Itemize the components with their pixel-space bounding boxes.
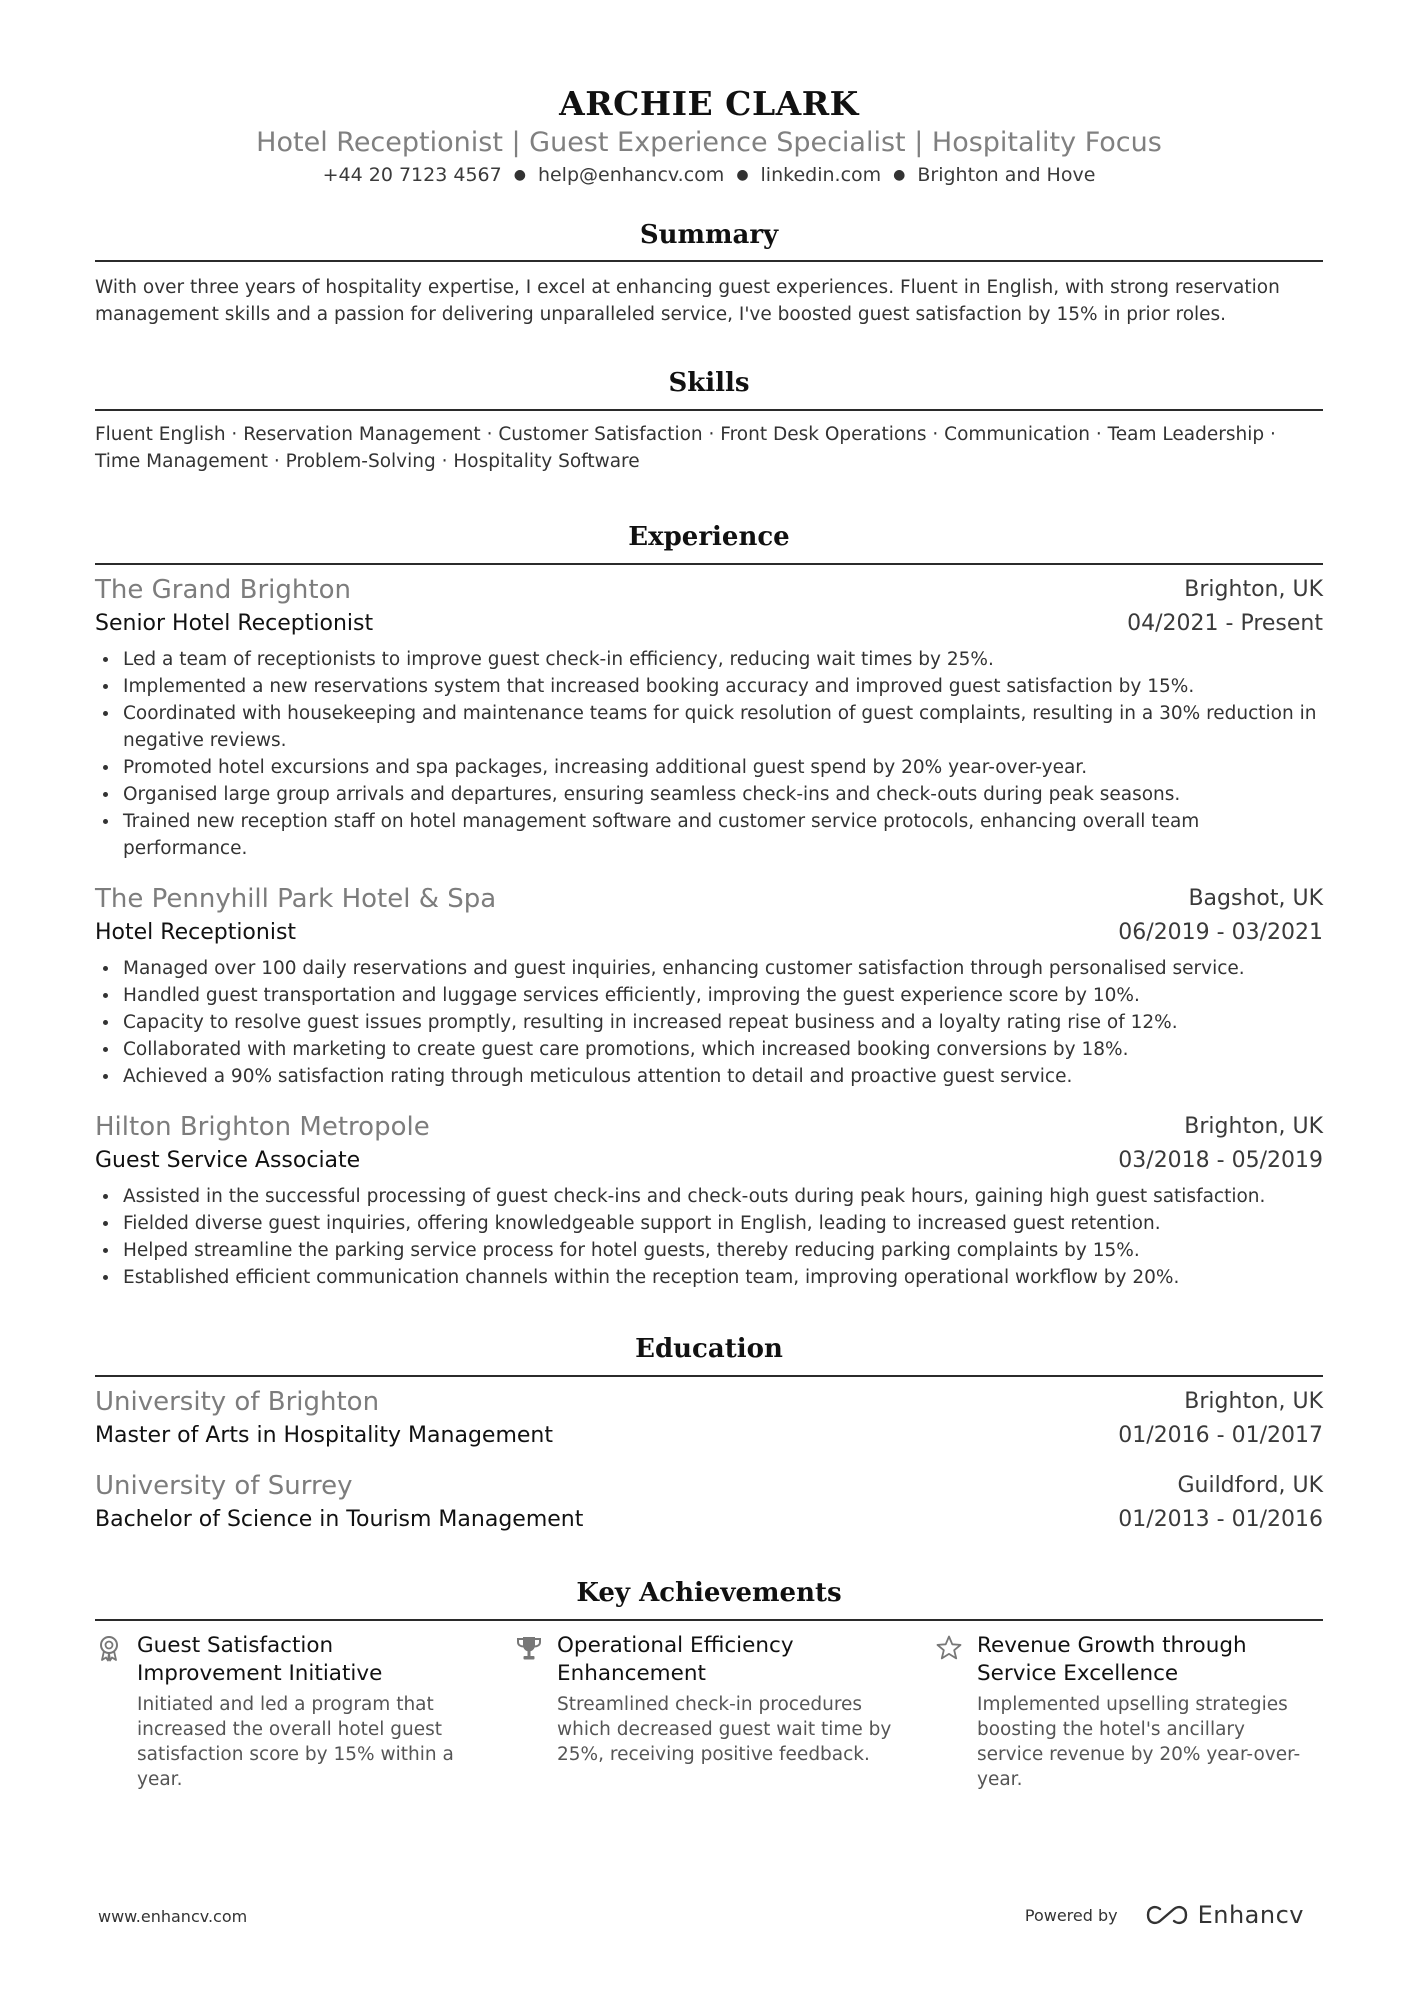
job-dates: 04/2021 - Present: [1127, 611, 1323, 636]
achievements-heading: Key Achievements: [576, 1578, 842, 1608]
job-title: Guest Service Associate: [95, 1148, 361, 1173]
job-bullet: Led a team of receptionists to improve guest check-in efficiency, reducing wait times by 25%.: [123, 646, 1323, 673]
achievement-description: Implemented upselling strategies boosting the hotel's ancillary service revenue by 20% year-over-year.: [977, 1694, 1301, 1790]
job-location: Brighton, UK: [1184, 577, 1323, 602]
education-item-degree-row: [95, 1420, 1323, 1452]
experience-item-header: [95, 574, 1323, 606]
school-location: Guildford, UK: [1177, 1473, 1323, 1498]
award-ribbon-icon: [95, 1634, 123, 1662]
bullet-separator-icon: ●: [736, 167, 749, 183]
achievement-description: Initiated and led a program that increased the overall hotel guest satisfaction score by 15% within a year.: [137, 1694, 454, 1790]
job-bullet: Helped streamline the parking service process for hotel guests, thereby reducing parking complaints by 15%.: [123, 1237, 1323, 1264]
phone-number: +44 20 7123 4567: [322, 164, 502, 186]
education-heading: Education: [635, 1334, 783, 1364]
email-link[interactable]: help@enhancv.com: [537, 164, 725, 186]
achievement-title: Revenue Growth through Service Excellence: [977, 1633, 1247, 1686]
experience-heading: Experience: [628, 522, 790, 552]
job-bullet: Organised large group arrivals and departures, ensuring seamless check-ins and check-outs during peak seasons.: [123, 781, 1323, 808]
summary-divider: [95, 260, 1323, 262]
degree-name: Master of Arts in Hospitality Management: [95, 1423, 553, 1448]
company-name: Hilton Brighton Metropole: [95, 1112, 430, 1142]
job-bullet: Fielded diverse guest inquiries, offering knowledgeable support in English, leading to increased guest retention.: [123, 1210, 1323, 1237]
school-location: Brighton, UK: [1184, 1389, 1323, 1414]
education-item-header: [95, 1386, 1323, 1418]
job-bullet: Implemented a new reservations system that increased booking accuracy and improved guest satisfaction by 15%.: [123, 673, 1323, 700]
trophy-icon: [515, 1634, 543, 1662]
education-dates: 01/2016 - 01/2017: [1118, 1423, 1323, 1448]
skills-heading: Skills: [668, 368, 750, 398]
brand-name: Enhancv: [1197, 1901, 1304, 1929]
enhancv-logo-icon: [1144, 1904, 1190, 1926]
linkedin-link[interactable]: linkedin.com: [760, 164, 882, 186]
education-item-header: [95, 1470, 1323, 1502]
job-bullets: [95, 955, 1323, 1090]
job-bullet: Capacity to resolve guest issues promptly, resulting in increased repeat business and a loyalty rating rise of 12%.: [123, 1009, 1323, 1036]
job-bullet: Collaborated with marketing to create guest care promotions, which increased booking conversions by 18%.: [123, 1036, 1323, 1063]
achievements-divider: [95, 1619, 1323, 1621]
job-bullet: Handled guest transportation and luggage services efficiently, improving the guest experience score by 10%.: [123, 982, 1323, 1009]
job-location: Brighton, UK: [1184, 1114, 1323, 1139]
skills-list: Fluent English · Reservation Management · Customer Satisfaction · Front Desk Operations · Communication · Team Leadership · Time Management · Problem-Solving · Hospitality Software: [95, 424, 1276, 472]
achievement-title: Operational Efficiency Enhancement: [557, 1633, 794, 1686]
experience-divider: [95, 563, 1323, 565]
bullet-separator-icon: ●: [513, 167, 526, 183]
footer-website-link[interactable]: www.enhancv.com: [98, 1907, 248, 1926]
job-dates: 06/2019 - 03/2021: [1118, 920, 1323, 945]
location-text: Brighton and Hove: [917, 164, 1096, 186]
job-bullet: Managed over 100 daily reservations and guest inquiries, enhancing customer satisfaction through personalised service.: [123, 955, 1323, 982]
experience-item-role-row: [95, 1145, 1323, 1177]
job-bullets: [95, 646, 1323, 862]
job-bullet: Promoted hotel excursions and spa packages, increasing additional guest spend by 20% year-over-year.: [123, 754, 1323, 781]
skills-divider: [95, 409, 1323, 411]
school-name: University of Brighton: [95, 1387, 380, 1417]
job-title: Hotel Receptionist: [95, 920, 297, 945]
bullet-separator-icon: ●: [893, 167, 906, 183]
experience-item-role-row: [95, 917, 1323, 949]
job-bullet: Trained new reception staff on hotel management software and customer service protocols, enhancing overall team performance.: [123, 808, 1323, 862]
job-dates: 03/2018 - 05/2019: [1118, 1148, 1323, 1173]
powered-by-label: Powered by: [1024, 1905, 1118, 1925]
school-name: University of Surrey: [95, 1471, 353, 1501]
company-name: The Pennyhill Park Hotel & Spa: [95, 884, 497, 914]
achievement-title: Guest Satisfaction Improvement Initiative: [137, 1633, 383, 1686]
job-bullet: Achieved a 90% satisfaction rating through meticulous attention to detail and proactive guest service.: [123, 1063, 1323, 1090]
experience-item-header: [95, 883, 1323, 915]
education-item-degree-row: [95, 1504, 1323, 1536]
candidate-headline: Hotel Receptionist | Guest Experience Specialist | Hospitality Focus: [256, 127, 1162, 158]
job-bullet: Assisted in the successful processing of guest check-ins and check-outs during peak hours, gaining high guest satisfaction.: [123, 1183, 1323, 1210]
job-bullets: [95, 1183, 1323, 1291]
candidate-name: ARCHIE CLARK: [559, 84, 859, 123]
summary-heading: Summary: [639, 220, 779, 250]
education-dates: 01/2013 - 01/2016: [1118, 1507, 1323, 1532]
job-bullet: Coordinated with housekeeping and maintenance teams for quick resolution of guest complaints, resulting in a 30% reduction in negative reviews.: [123, 700, 1323, 754]
degree-name: Bachelor of Science in Tourism Management: [95, 1507, 584, 1532]
contact-line: [95, 162, 1323, 188]
experience-item-role-row: [95, 608, 1323, 640]
star-icon: [935, 1634, 963, 1662]
summary-text: With over three years of hospitality expertise, I excel at enhancing guest experiences. Fluent in English, with strong reservation management skills and a passion for delivering unparalleled service, I've boosted guest satisfaction by 15% in prior roles.: [95, 277, 1280, 325]
job-bullet: Established efficient communication channels within the reception team, improving operational workflow by 20%.: [123, 1264, 1323, 1291]
brand-logo[interactable]: [1144, 1901, 1304, 1929]
education-divider: [95, 1375, 1323, 1377]
footer-branding: [1025, 1900, 1304, 1930]
job-title: Senior Hotel Receptionist: [95, 611, 374, 636]
experience-item-header: [95, 1111, 1323, 1143]
company-name: The Grand Brighton: [95, 575, 351, 605]
achievement-description: Streamlined check-in procedures which decreased guest wait time by 25%, receiving positive feedback.: [557, 1694, 892, 1765]
job-location: Bagshot, UK: [1188, 886, 1323, 911]
